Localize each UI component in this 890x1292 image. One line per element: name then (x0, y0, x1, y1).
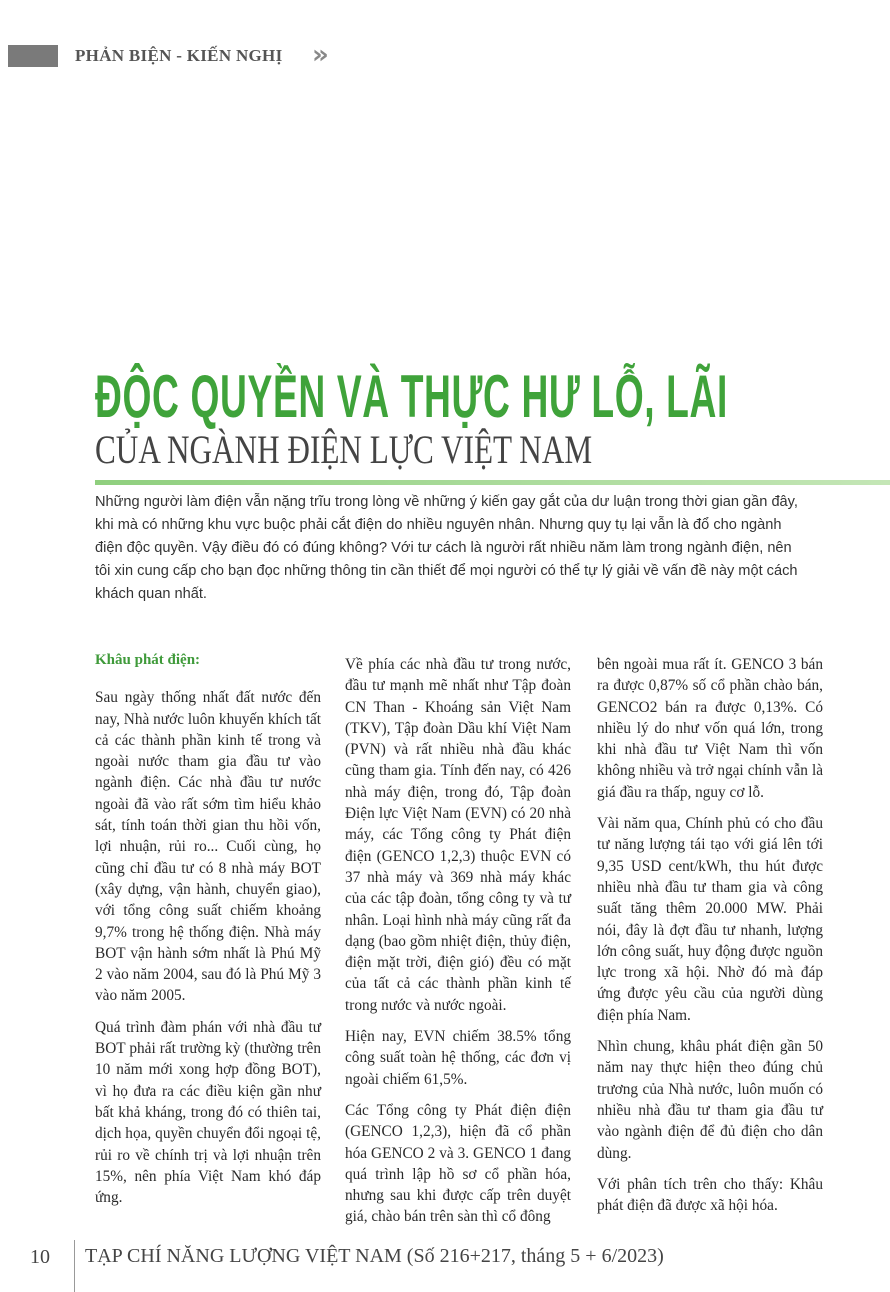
paragraph: Nhìn chung, khâu phát điện gần 50 năm nay thực hiện theo đúng chủ trương của Nhà nước, luôn muốn có nhiều nhà đầu tư tham gia đầu tư vào ngành điện để đủ điện cho dân dùng. (597, 1038, 823, 1162)
section-marker (8, 45, 58, 67)
paragraph: Quá trình đàm phán với nhà đầu tư BOT phải rất trường kỳ (thường trên 10 năm mới xong hợp đồng BOT), vì họ đưa ra các điều kiện gần như bất khả kháng, trong đó có thiên tai, dịch họa, quyền chuyển đổi ngoại tệ, rủi ro về chính trị và lợi nhuận trên 15%, nên phía Việt Nam khó đáp ứng. (95, 1018, 321, 1207)
article-subtitle: CỦA NGÀNH ĐIỆN LỰC VIỆT NAM (95, 427, 593, 472)
column-1 (95, 650, 321, 1218)
chevron-right-icon: » (312, 40, 329, 70)
paragraph: Các Tổng công ty Phát điện điện (GENCO 1,2,3), hiện đã cổ phần hóa GENCO 2 và 3. GENCO 1 đang quá trình lập hồ sơ cổ phần hóa, nhưng sau khi được cấp trên duyệt giá, chào bán trên sàn thì cổ đông (345, 1101, 571, 1226)
paragraph: Vài năm qua, Chính phủ có cho đầu tư năng lượng tái tạo với giá lên tới 9,35 USD cent/kWh, thu hút được nhiều nhà đầu tư tham gia và công suất tăng thêm 20.000 MW. Phải nói, đây là đợt đầu tư nhanh, lượng lớn công suất, huy động được nguồn lực trong xã hội. Nhờ đó mà đáp ứng được yêu cầu của người dùng điện phía Nam. (597, 815, 823, 1024)
paragraph: Hiện nay, EVN chiếm 38.5% tổng công suất toàn hệ thống, các đơn vị ngoài chiếm 61,5%. (345, 1028, 571, 1088)
page-number: 10 (30, 1246, 50, 1268)
section-label: PHẢN BIỆN - KIẾN NGHỊ (75, 46, 283, 65)
publication-info: TẠP CHÍ NĂNG LƯỢNG VIỆT NAM (Số 216+217, tháng 5 + 6/2023) (85, 1245, 664, 1267)
paragraph: Về phía các nhà đầu tư trong nước, đầu tư mạnh mẽ nhất như Tập đoàn CN Than - Khoáng sản Việt Nam (TKV), Tập đoàn Dầu khí Việt Nam (PVN) và rất nhiều nhà đầu khác cũng tham gia. Tính đến nay, có 426 nhà máy điện, trong đó, Tập đoàn Điện lực Việt Nam (EVN) có 20 nhà máy, các Tổng công ty Phát điện điện (GENCO 1,2,3) thuộc EVN có 37 nhà máy và 369 nhà máy khác của các tập đoàn, tổng công ty và tư nhân. Loại hình nhà máy cũng rất đa dạng (bao gồm nhiệt điện, thủy điện, điện mặt trời, điện gió) đều có mặt của tất cả các thành phần kinh tế trong nước và nước ngoài. (345, 656, 571, 1014)
footer-divider (74, 1240, 75, 1292)
section-heading: Khâu phát điện: (95, 652, 201, 668)
paragraph: Sau ngày thống nhất đất nước đến nay, Nhà nước luôn khuyến khích tất cả các thành phần kinh tế trong và ngoài nước tham gia đầu tư vào ngành điện. Các nhà đầu tư nước ngoài đã vào rất sớm tìm hiểu khảo sát, tính toán thời gian thu hồi vốn, lợi nhuận, rủi ro... Cuối cùng, họ cũng chỉ đầu tư có 8 nhà máy BOT (xây dựng, vận hành, chuyển giao), với tổng công suất chiếm khoảng 9,7% trong hệ thống điện. Nhà máy BOT vận hành sớm nhất là Phú Mỹ 2 vào năm 2004, sau đó là Phú Mỹ 3 vào năm 2005. (95, 689, 321, 1005)
article-intro: Những người làm điện vẫn nặng trĩu trong lòng về những ý kiến gay gắt của dư luận trong thời gian gần đây, khi mà có những khu vực buộc phải cắt điện do nhiều nguyên nhân. Nhưng quy tụ lại vẫn là đổ cho ngành điện độc quyền. Vậy điều đó có đúng không? Với tư cách là người rất nhiều năm làm trong ngành điện, nên tôi xin cung cấp cho bạn đọc những thông tin cần thiết để mọi người có thể tự lý giải về vấn đề này một cách khách quan nhất. (95, 494, 798, 602)
column-2 (345, 654, 571, 1238)
article-title: ĐỘC QUYỀN VÀ THỰC HƯ LỖ, LÃI (95, 363, 728, 430)
column-3 (597, 654, 823, 1226)
paragraph: Với phân tích trên cho thấy: Khâu phát điện đã được xã hội hóa. (597, 1175, 823, 1215)
paragraph: bên ngoài mua rất ít. GENCO 3 bán ra được 0,87% số cổ phần chào bán, GENCO2 bán ra được 0,13%. Có nhiều lý do như vốn quá lớn, trong khi nhà đầu tư Việt Nam thì vốn không nhiều và trở ngại chính vẫn là giá đầu ra thấp, nguy cơ lỗ. (597, 656, 823, 801)
title-divider (95, 480, 890, 485)
